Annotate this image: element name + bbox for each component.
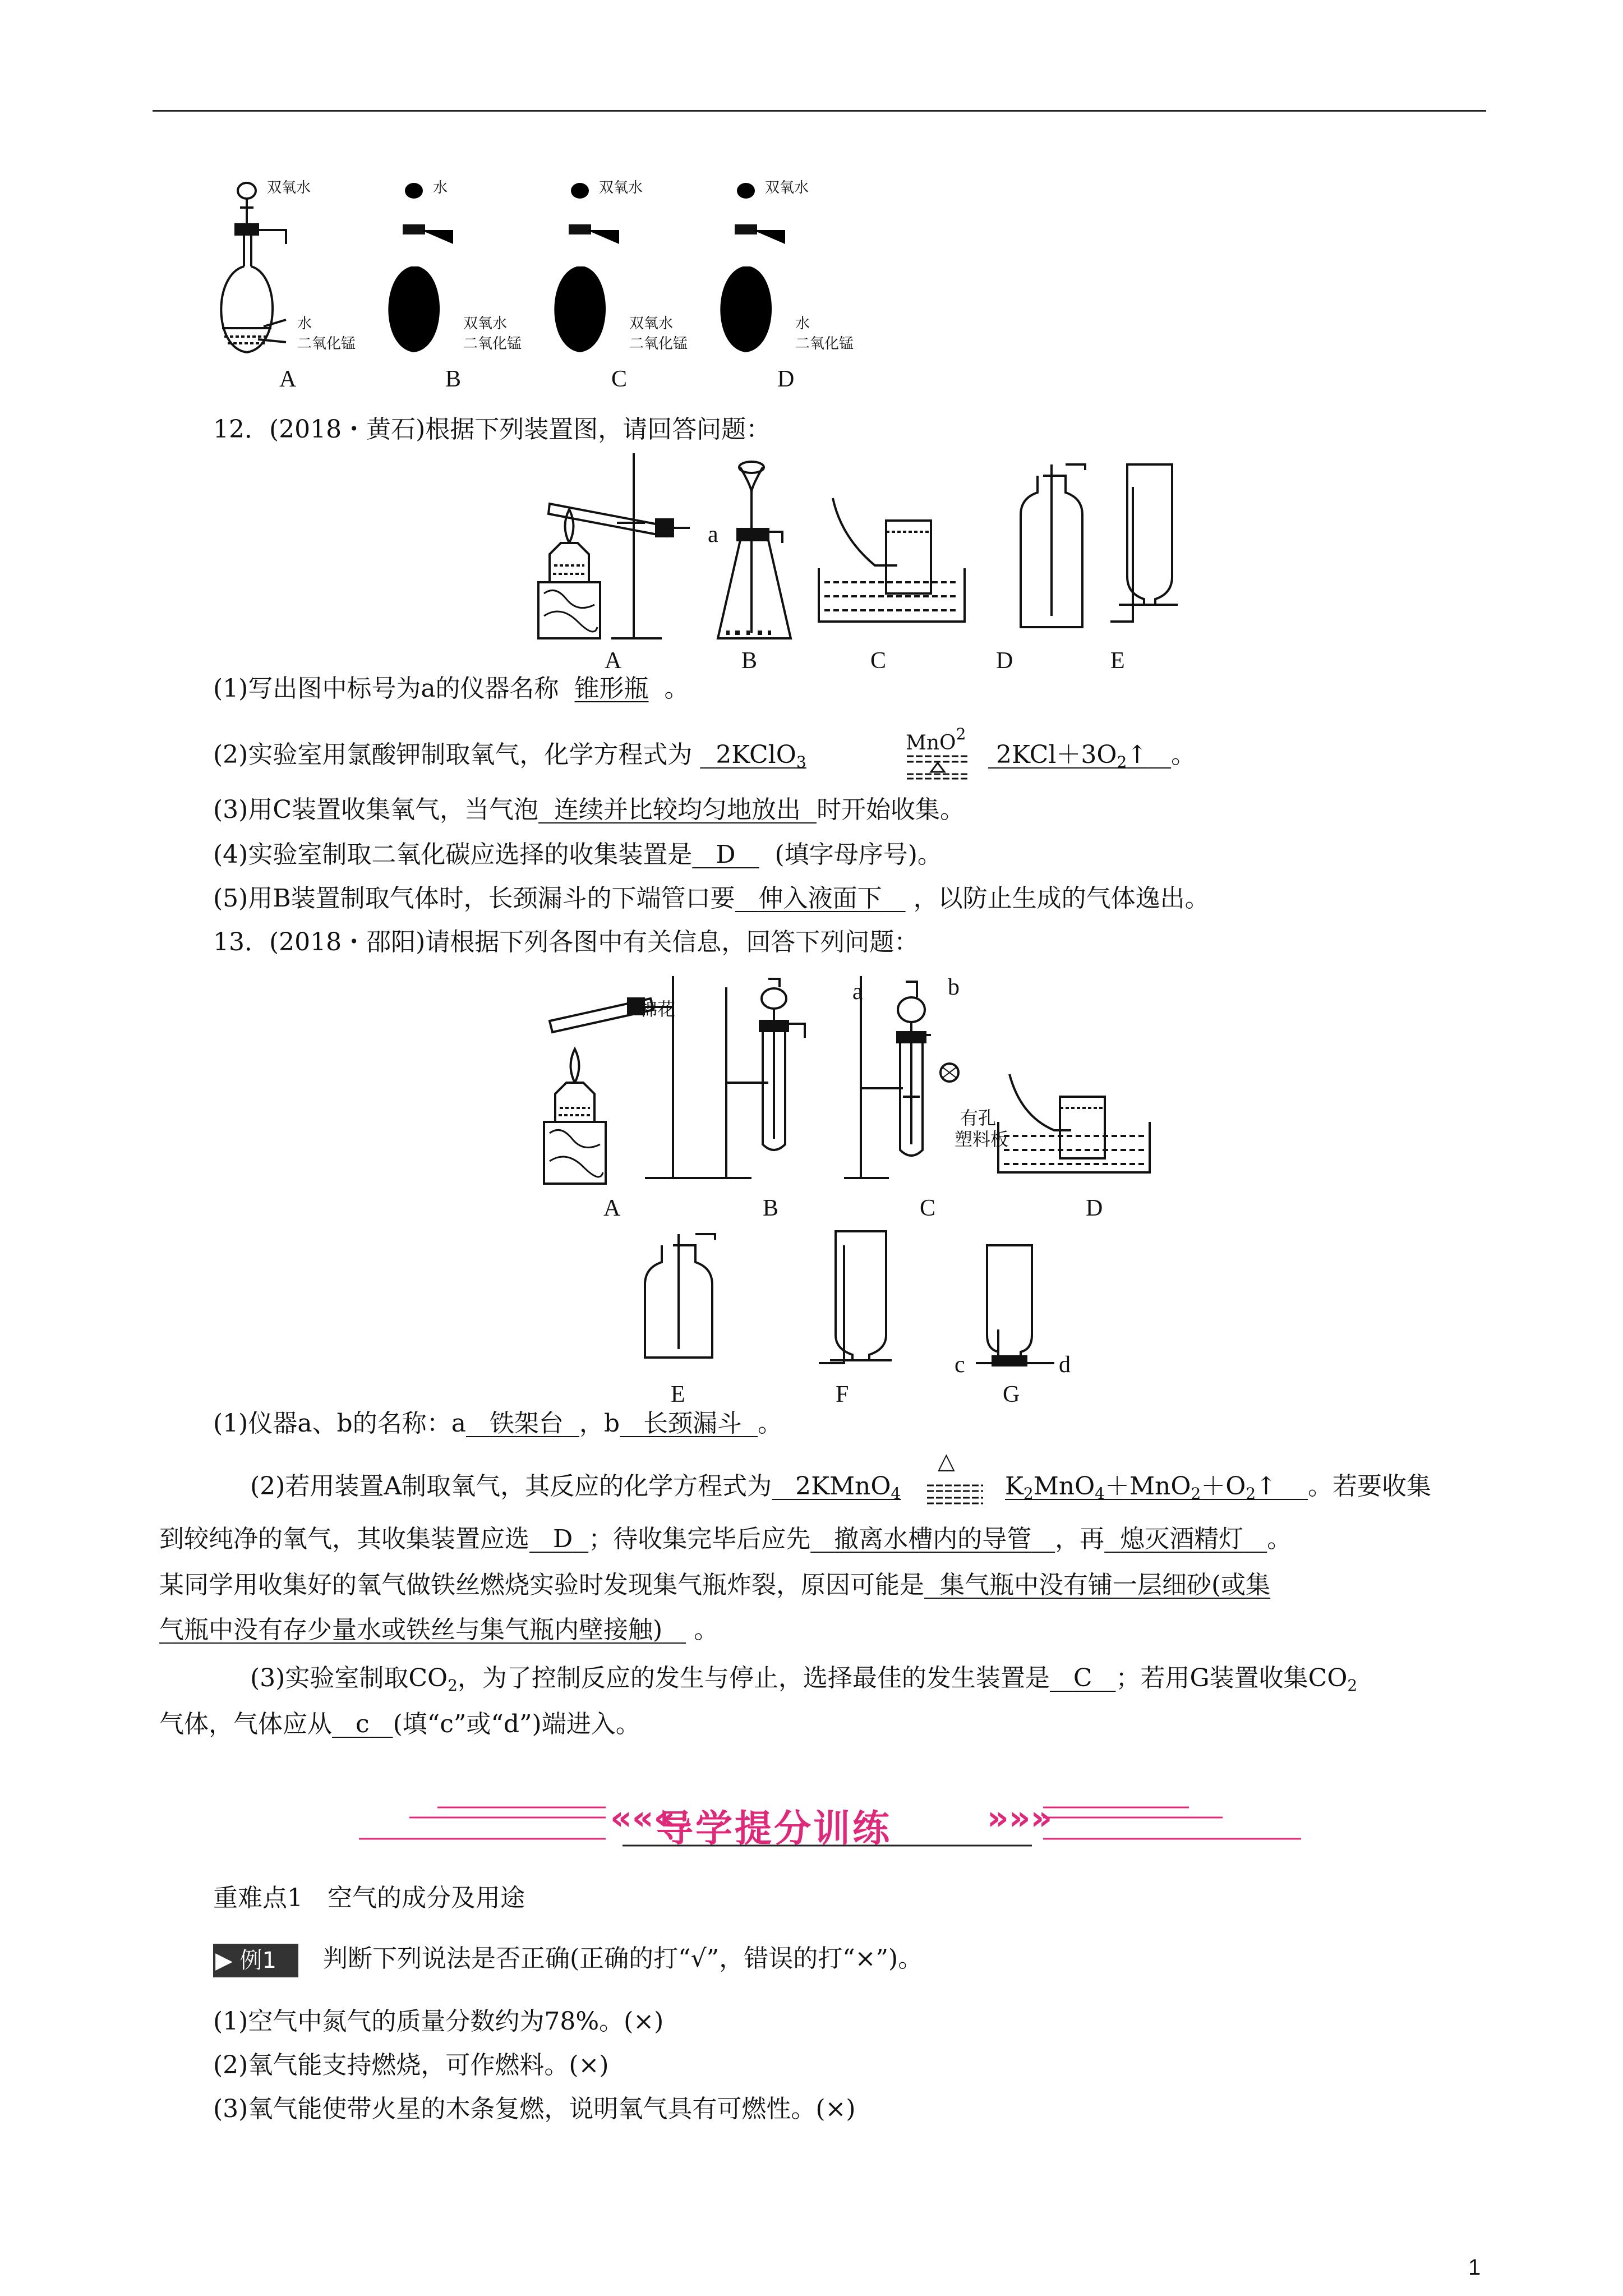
q13-fig-label-a: A: [603, 1195, 621, 1221]
fig11-a-mid: 水: [297, 315, 312, 332]
fig11-b-mid: 双氧水: [463, 315, 508, 332]
fig11-d-bottom: 二氧化锰: [795, 335, 854, 352]
q13-fig-label-e: E: [671, 1382, 685, 1407]
q12-fig-marker-a: a: [708, 522, 718, 547]
q12-p5-end: ，以防止生成的气体逸出。: [913, 884, 1210, 913]
fig11-c-mid: 双氧水: [629, 315, 674, 332]
fig11-d-top: 双氧水: [765, 180, 809, 196]
q12-p1-end: 。: [664, 674, 689, 703]
q13-plate-label-2: 塑料板: [955, 1129, 1009, 1150]
q12-p2-product: $2KCl+3O_2↑$ 。: [996, 740, 1196, 771]
q12-part3: [213, 793, 965, 826]
q13-cotton-label: 棉花: [639, 999, 676, 1020]
q13-p3-answer-device: C: [1073, 1664, 1092, 1692]
q13-p2-answer-device: D: [552, 1525, 573, 1553]
fig11-label-c: C: [611, 366, 628, 392]
q12-intro: 12．(2018・黄石)根据下列装置图，请回答问题：: [213, 415, 771, 444]
example-item-1: (1)空气中氮气的质量分数约为78%。(×): [213, 2007, 664, 2036]
q12-part5: [213, 882, 1210, 915]
q12-fig-label-e: E: [1110, 648, 1125, 674]
q13-part2-line2: 到较纯净的氧气，其收集装置应选 D ；待收集完毕后应先 撤离水槽内的导管 ，再 熄灭酒精灯 。: [159, 1525, 1292, 1553]
q12-p5-answer: 伸入液面下: [758, 884, 882, 913]
q13-p1-answer-a: 铁架台: [489, 1409, 564, 1438]
q12-part2: [213, 738, 806, 773]
q12-fig-label-c: C: [870, 648, 887, 674]
q13-plate-label-1: 有孔: [960, 1107, 997, 1129]
q12-fig-label-a: A: [605, 648, 622, 674]
fig11-b-top: 水: [433, 180, 448, 196]
q13-apparatus-figure-bottom: [628, 1223, 1088, 1369]
q12-part1: [213, 672, 689, 705]
q13-marker-a: a: [852, 979, 863, 1005]
q13-p2-answer-reason-1: 集气瓶中没有铺一层细砂(或集: [939, 1571, 1271, 1599]
fig11-b-bottom: 二氧化锰: [463, 335, 522, 352]
example-item-2: (2)氧气能支持燃烧，可作燃料。(×): [213, 2051, 609, 2079]
section-heading: 重难点1 空气的成分及用途: [213, 1884, 525, 1912]
page-number: 1: [1468, 2255, 1481, 2280]
fig11-a-bottom: 二氧化锰: [297, 335, 356, 352]
q13-p2-products: $K_2MnO_4+MnO_2+O_2↑$ 。若要收集: [1005, 1472, 1432, 1503]
q12-p2-reactant: 2KClO$_3$: [716, 740, 806, 771]
q13-marker-c: c: [955, 1352, 965, 1378]
banner-right-chevrons: »»»: [987, 1798, 1053, 1838]
q12-p3-answer: 连续并比较均匀地放出: [554, 795, 801, 824]
example-item-3: (3)氧气能使带火星的木条复燃，说明氧气具有可燃性。(×): [213, 2095, 856, 2123]
banner-left-chevrons: «««: [610, 1798, 676, 1838]
q12-p2-reaction-sign: [904, 752, 971, 780]
q13-fig-label-b: B: [763, 1195, 779, 1221]
fig11-c-top: 双氧水: [599, 180, 643, 196]
q12-fig-label-d: D: [996, 648, 1013, 674]
q12-part4: [213, 838, 942, 871]
q12-p1-text: (1)写出图中标号为a的仪器名称: [213, 674, 559, 703]
q13-p3-answer-end: c: [355, 1710, 370, 1738]
q12-p2-text: (2)实验室用氯酸钾制取氧气，化学方程式为: [213, 740, 693, 769]
section-banner-title: 导学提分训练: [656, 1807, 892, 1850]
q12-fig-label-b: B: [741, 648, 758, 674]
q13-part3-line2: 气体，气体应从 c (填“c”或“d”)端进入。: [159, 1710, 640, 1738]
q13-fig-label-d: D: [1086, 1195, 1103, 1221]
example-badge: ▶ 例1: [213, 1944, 298, 1977]
fig11-c-bottom: 二氧化锰: [629, 335, 688, 352]
q13-p2-answer-reason-2: 气瓶中没有存少量水或铁丝与集气瓶内壁接触): [159, 1616, 663, 1644]
q13-part2-line1: (2)若用装置A制取氧气，其反应的化学方程式为 2KMnO$_4$: [250, 1472, 901, 1503]
q12-p5-text: (5)用B装置制取气体时，长颈漏斗的下端管口要: [213, 884, 735, 913]
fig11-label-a: A: [279, 366, 297, 392]
q13-p2-condition: △: [938, 1448, 955, 1474]
q13-p1-answer-b: 长颈漏斗: [643, 1409, 743, 1438]
q12-p2-catalyst: MnO$^2$: [906, 725, 966, 754]
q13-part3-line1: (3)实验室制取$CO_2$，为了控制反应的发生与停止，选择最佳的发生装置是 C ；若用G装置收集$CO_2$: [250, 1664, 1358, 1695]
q13-part2-line3: 某同学用收集好的氧气做铁丝燃烧实验时发现集气瓶炸裂，原因可能是 集气瓶中没有铺一层细砂(或集: [159, 1571, 1271, 1599]
q13-p2-reactant: 2KMnO$_4$: [795, 1472, 901, 1503]
q11-apparatus-figure: [202, 168, 875, 404]
q13-p2-answer-then: 熄灭酒精灯: [1120, 1525, 1244, 1553]
q12-p4-text: (4)实验室制取二氧化碳应选择的收集装置是: [213, 840, 693, 869]
q13-fig-label-g: G: [1003, 1382, 1020, 1407]
q13-apparatus-figure-top: [538, 976, 1155, 1189]
q13-p2-reaction-sign: [924, 1481, 986, 1509]
q12-p1-answer: 锥形瓶: [574, 674, 649, 703]
fig11-a-top: 双氧水: [267, 180, 311, 196]
q12-p3-text: (3)用C装置收集氧气，当气泡: [213, 795, 538, 824]
q13-fig-label-c: C: [920, 1195, 936, 1221]
q13-part2-line4: 气瓶中没有存少量水或铁丝与集气瓶内壁接触) 。: [159, 1616, 719, 1644]
q12-p4-end: (填字母序号)。: [774, 840, 942, 869]
q13-fig-label-f: F: [836, 1382, 849, 1407]
q13-marker-b: b: [948, 974, 960, 1000]
q13-marker-d: d: [1059, 1352, 1071, 1378]
q13-intro: 13．(2018・邵阳)请根据下列各图中有关信息，回答下列问题：: [213, 928, 919, 956]
q13-p2-answer-first: 撤离水槽内的导管: [834, 1525, 1032, 1553]
fig11-label-d: D: [777, 366, 795, 392]
fig11-d-mid: 水: [795, 315, 810, 332]
q12-p4-answer: D: [716, 840, 736, 869]
header-rule: [153, 110, 1486, 112]
q13-part1: (1)仪器a、b的名称：a 铁架台 ，b 长颈漏斗 。: [213, 1409, 783, 1438]
example-intro: 判断下列说法是否正确(正确的打“√”，错误的打“×”)。: [323, 1944, 923, 1973]
fig11-label-b: B: [445, 366, 462, 392]
q12-apparatus-figure: [527, 453, 1178, 650]
q12-p3-end: 时开始收集。: [816, 795, 965, 824]
